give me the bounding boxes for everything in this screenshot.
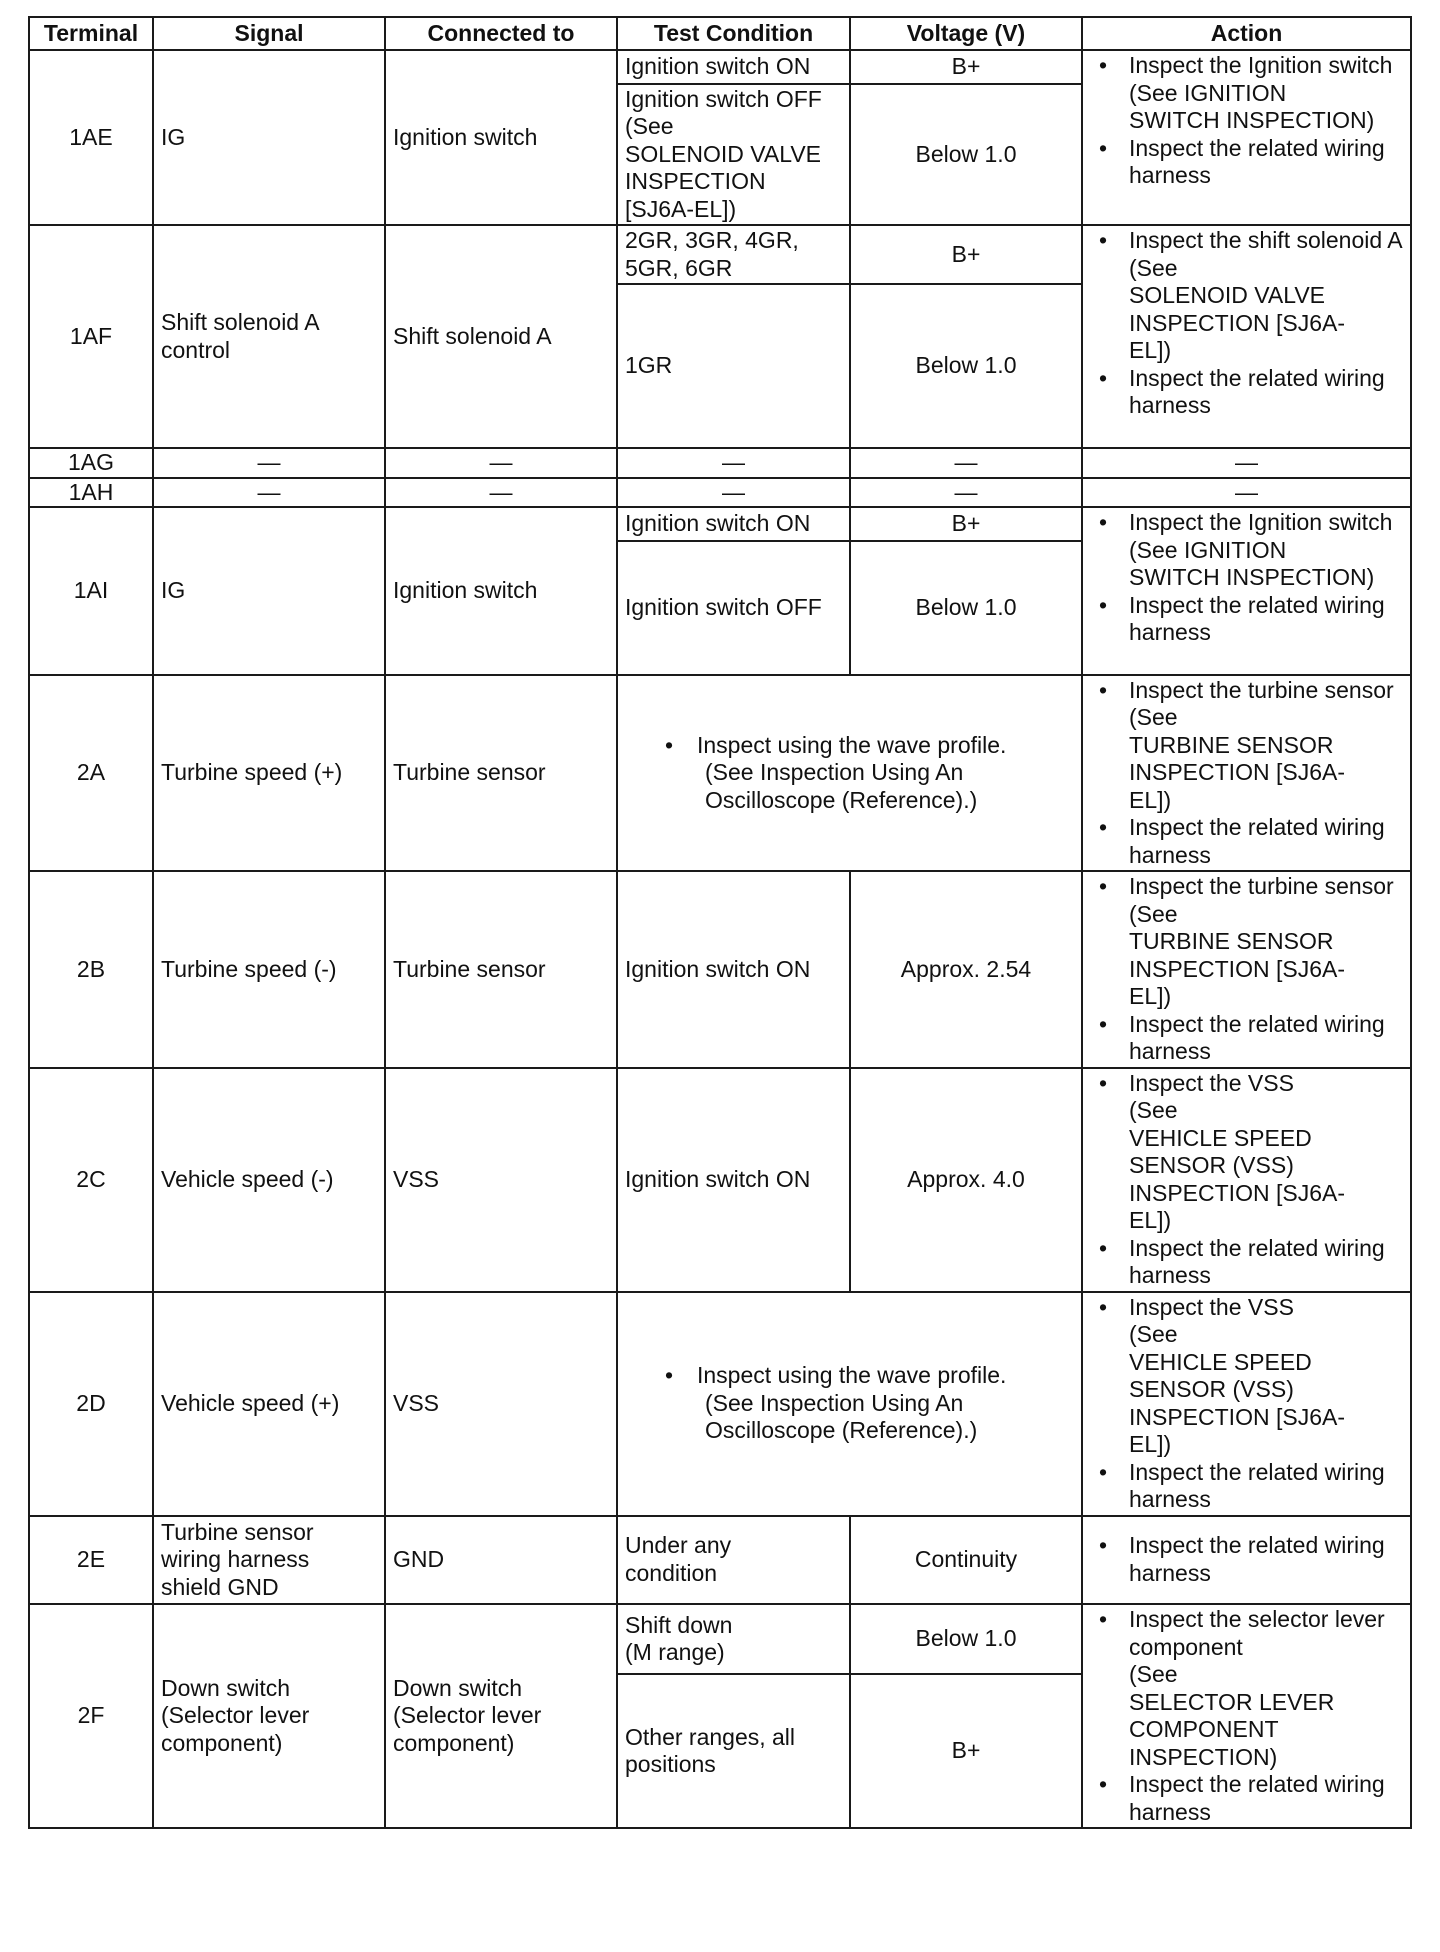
- header-row: [29, 17, 1411, 50]
- terminal-cell: 1AE: [29, 50, 153, 225]
- voltage-cell: B+: [850, 50, 1082, 84]
- connected-to-cell: —: [385, 478, 617, 508]
- signal-cell: —: [153, 478, 385, 508]
- test-condition-cell: Ignition switch ON: [617, 1068, 850, 1292]
- terminal-cell: 1AH: [29, 478, 153, 508]
- wave-text: Inspect using the wave profile.: [697, 731, 1007, 758]
- header-connected-to: Connected to: [385, 17, 617, 50]
- signal-cell: Down switch (Selector lever component): [153, 1604, 385, 1828]
- signal-cell: IG: [153, 507, 385, 675]
- voltage-cell: —: [850, 448, 1082, 478]
- signal-cell: Turbine speed (+): [153, 675, 385, 872]
- table-row: [29, 1068, 1411, 1292]
- table-row: [29, 1292, 1411, 1516]
- signal-cell: IG: [153, 50, 385, 225]
- connected-to-cell: Ignition switch: [385, 507, 617, 675]
- terminal-cell: 1AI: [29, 507, 153, 675]
- action-text: Inspect the related wiring harness: [1129, 1532, 1385, 1586]
- terminal-cell: 2B: [29, 871, 153, 1068]
- action-item: [1091, 1771, 1406, 1826]
- action-cell: [1082, 1516, 1411, 1605]
- test-condition-cell: Ignition switch ON: [617, 50, 850, 84]
- action-text: Inspect the related wiring harness: [1129, 1771, 1385, 1825]
- terminal-cell: 2E: [29, 1516, 153, 1605]
- bullet-icon: •: [1099, 509, 1108, 535]
- voltage-cell: Below 1.0: [850, 541, 1082, 675]
- action-item: [1091, 814, 1406, 869]
- table-row: [29, 478, 1411, 508]
- action-text: Inspect the turbine sensor: [1129, 873, 1394, 899]
- signal-cell: Turbine speed (-): [153, 871, 385, 1068]
- test-condition-cell: Under any condition: [617, 1516, 850, 1605]
- header-voltage: Voltage (V): [850, 17, 1082, 50]
- header-action: Action: [1082, 17, 1411, 50]
- action-item: [1091, 1235, 1406, 1290]
- action-text: Inspect the selector lever component: [1129, 1606, 1385, 1660]
- action-text: Inspect the related wiring harness: [1129, 1458, 1385, 1512]
- bullet-icon: •: [1099, 1606, 1108, 1632]
- terminal-cell: 2D: [29, 1292, 153, 1516]
- bullet-icon: •: [665, 731, 674, 758]
- connected-to-cell: GND: [385, 1516, 617, 1605]
- wave-reference: (See Inspection Using An Oscilloscope (Reference).): [705, 759, 978, 813]
- bullet-icon: •: [1099, 1234, 1108, 1261]
- table-row: [29, 50, 1411, 84]
- voltage-cell: B+: [850, 507, 1082, 541]
- test-condition-cell: 1GR: [617, 284, 850, 448]
- test-condition-cell: Shift down (M range): [617, 1604, 850, 1674]
- terminal-voltage-table: [28, 16, 1412, 1829]
- action-item: [1091, 1011, 1406, 1066]
- bullet-icon: •: [1099, 134, 1108, 161]
- signal-cell: Vehicle speed (+): [153, 1292, 385, 1516]
- voltage-cell: Approx. 4.0: [850, 1068, 1082, 1292]
- bullet-icon: •: [1099, 1458, 1108, 1485]
- action-text: Inspect the related wiring harness: [1129, 1010, 1385, 1064]
- action-text: Inspect the shift solenoid A: [1129, 227, 1403, 253]
- test-condition-cell: Ignition switch OFF: [617, 541, 850, 675]
- signal-cell: Vehicle speed (-): [153, 1068, 385, 1292]
- wave-reference: (See Inspection Using An Oscilloscope (Reference).): [705, 1389, 978, 1444]
- action-cell: [1082, 225, 1411, 448]
- bullet-icon: •: [1099, 814, 1108, 840]
- action-item: [1091, 677, 1406, 815]
- action-text: Inspect the VSS: [1129, 1293, 1294, 1320]
- table-row: [29, 507, 1411, 541]
- action-text: Inspect the Ignition switch: [1129, 509, 1393, 535]
- signal-cell: Turbine sensor wiring harness shield GND: [153, 1516, 385, 1605]
- connected-to-cell: Turbine sensor: [385, 871, 617, 1068]
- test-condition-cell: Other ranges, all positions: [617, 1674, 850, 1828]
- table-row: [29, 1604, 1411, 1674]
- header-test-condition: Test Condition: [617, 17, 850, 50]
- action-text: Inspect the Ignition switch: [1129, 52, 1393, 78]
- bullet-icon: •: [1099, 1069, 1108, 1096]
- connected-to-cell: VSS: [385, 1068, 617, 1292]
- action-reference: (See TURBINE SENSOR INSPECTION [SJ6A- EL]): [1129, 900, 1345, 1009]
- action-text: Inspect the related wiring harness: [1129, 1234, 1385, 1288]
- action-cell: [1082, 675, 1411, 872]
- test-condition-cell: Ignition switch ON: [617, 507, 850, 541]
- terminal-cell: 1AG: [29, 448, 153, 478]
- bullet-icon: •: [1099, 591, 1108, 618]
- action-reference: (See SOLENOID VALVE INSPECTION [SJ6A- EL]): [1129, 254, 1345, 363]
- connected-to-cell: Ignition switch: [385, 50, 617, 225]
- voltage-cell: Continuity: [850, 1516, 1082, 1605]
- action-item: [1091, 52, 1406, 135]
- bullet-icon: •: [1099, 1293, 1108, 1320]
- action-item: [1091, 509, 1406, 592]
- header-signal: Signal: [153, 17, 385, 50]
- action-cell: [1082, 1068, 1411, 1292]
- voltage-cell: Approx. 2.54: [850, 871, 1082, 1068]
- action-item: [1091, 227, 1406, 365]
- action-cell: —: [1082, 448, 1411, 478]
- action-cell: [1082, 50, 1411, 225]
- connected-to-cell: Shift solenoid A: [385, 225, 617, 448]
- voltage-cell: —: [850, 478, 1082, 508]
- action-item: [1091, 1532, 1406, 1587]
- action-item: [1091, 873, 1406, 1011]
- action-reference: (See IGNITION SWITCH INSPECTION): [1129, 536, 1375, 590]
- bullet-icon: •: [665, 1362, 674, 1389]
- voltage-cell: Below 1.0: [850, 1604, 1082, 1674]
- test-condition-cell: —: [617, 478, 850, 508]
- action-reference: (See SELECTOR LEVER COMPONENT INSPECTION): [1129, 1661, 1335, 1770]
- action-cell: [1082, 871, 1411, 1068]
- table-row: [29, 1516, 1411, 1605]
- table-row: [29, 675, 1411, 872]
- terminal-voltage-table-sheet: [28, 16, 1410, 1829]
- action-text: Inspect the related wiring harness: [1129, 814, 1385, 868]
- action-text: Inspect the related wiring harness: [1129, 134, 1385, 188]
- terminal-cell: 2A: [29, 675, 153, 872]
- connected-to-cell: —: [385, 448, 617, 478]
- bullet-icon: •: [1099, 873, 1108, 899]
- bullet-icon: •: [1099, 227, 1108, 253]
- bullet-icon: •: [1099, 1771, 1108, 1797]
- wave-profile-cell: [617, 675, 1082, 872]
- wave-text: Inspect using the wave profile.: [697, 1362, 1007, 1389]
- bullet-icon: •: [1099, 364, 1108, 391]
- action-reference: (See VEHICLE SPEED SENSOR (VSS) INSPECTION [SJ6A- EL]): [1129, 1321, 1345, 1457]
- action-text: Inspect the VSS: [1129, 1069, 1294, 1096]
- signal-cell: —: [153, 448, 385, 478]
- test-condition-cell: Ignition switch OFF (See SOLENOID VALVE INSPECTION [SJ6A-EL]): [617, 84, 850, 226]
- connected-to-cell: VSS: [385, 1292, 617, 1516]
- table-row: [29, 225, 1411, 284]
- action-text: Inspect the turbine sensor: [1129, 676, 1394, 703]
- test-condition-cell: Ignition switch ON: [617, 871, 850, 1068]
- table-row: [29, 448, 1411, 478]
- action-text: Inspect the related wiring harness: [1129, 364, 1385, 418]
- action-cell: [1082, 1292, 1411, 1516]
- bullet-icon: •: [1099, 1010, 1108, 1037]
- action-item: [1091, 135, 1406, 190]
- table-row: [29, 871, 1411, 1068]
- bullet-icon: •: [1099, 52, 1108, 78]
- action-text: Inspect the related wiring harness: [1129, 591, 1385, 645]
- action-cell: [1082, 1604, 1411, 1828]
- bullet-icon: •: [1099, 676, 1108, 703]
- voltage-cell: B+: [850, 1674, 1082, 1828]
- header-terminal: Terminal: [29, 17, 153, 50]
- action-item: [1091, 1294, 1406, 1459]
- action-item: [1091, 1606, 1406, 1771]
- voltage-cell: Below 1.0: [850, 84, 1082, 226]
- action-cell: [1082, 507, 1411, 675]
- test-condition-cell: 2GR, 3GR, 4GR, 5GR, 6GR: [617, 225, 850, 284]
- wave-profile-cell: [617, 1292, 1082, 1516]
- connected-to-cell: Turbine sensor: [385, 675, 617, 872]
- connected-to-cell: Down switch (Selector lever component): [385, 1604, 617, 1828]
- signal-cell: Shift solenoid A control: [153, 225, 385, 448]
- bullet-icon: •: [1099, 1532, 1108, 1559]
- voltage-cell: B+: [850, 225, 1082, 284]
- terminal-cell: 1AF: [29, 225, 153, 448]
- voltage-cell: Below 1.0: [850, 284, 1082, 448]
- terminal-cell: 2C: [29, 1068, 153, 1292]
- action-item: [1091, 592, 1406, 647]
- action-item: [1091, 365, 1406, 420]
- action-item: [1091, 1459, 1406, 1514]
- terminal-cell: 2F: [29, 1604, 153, 1828]
- action-cell: —: [1082, 478, 1411, 508]
- action-item: [1091, 1070, 1406, 1235]
- action-reference: (See IGNITION SWITCH INSPECTION): [1129, 79, 1375, 133]
- test-condition-cell: —: [617, 448, 850, 478]
- action-reference: (See TURBINE SENSOR INSPECTION [SJ6A- EL]): [1129, 704, 1345, 813]
- action-reference: (See VEHICLE SPEED SENSOR (VSS) INSPECTION [SJ6A- EL]): [1129, 1097, 1345, 1233]
